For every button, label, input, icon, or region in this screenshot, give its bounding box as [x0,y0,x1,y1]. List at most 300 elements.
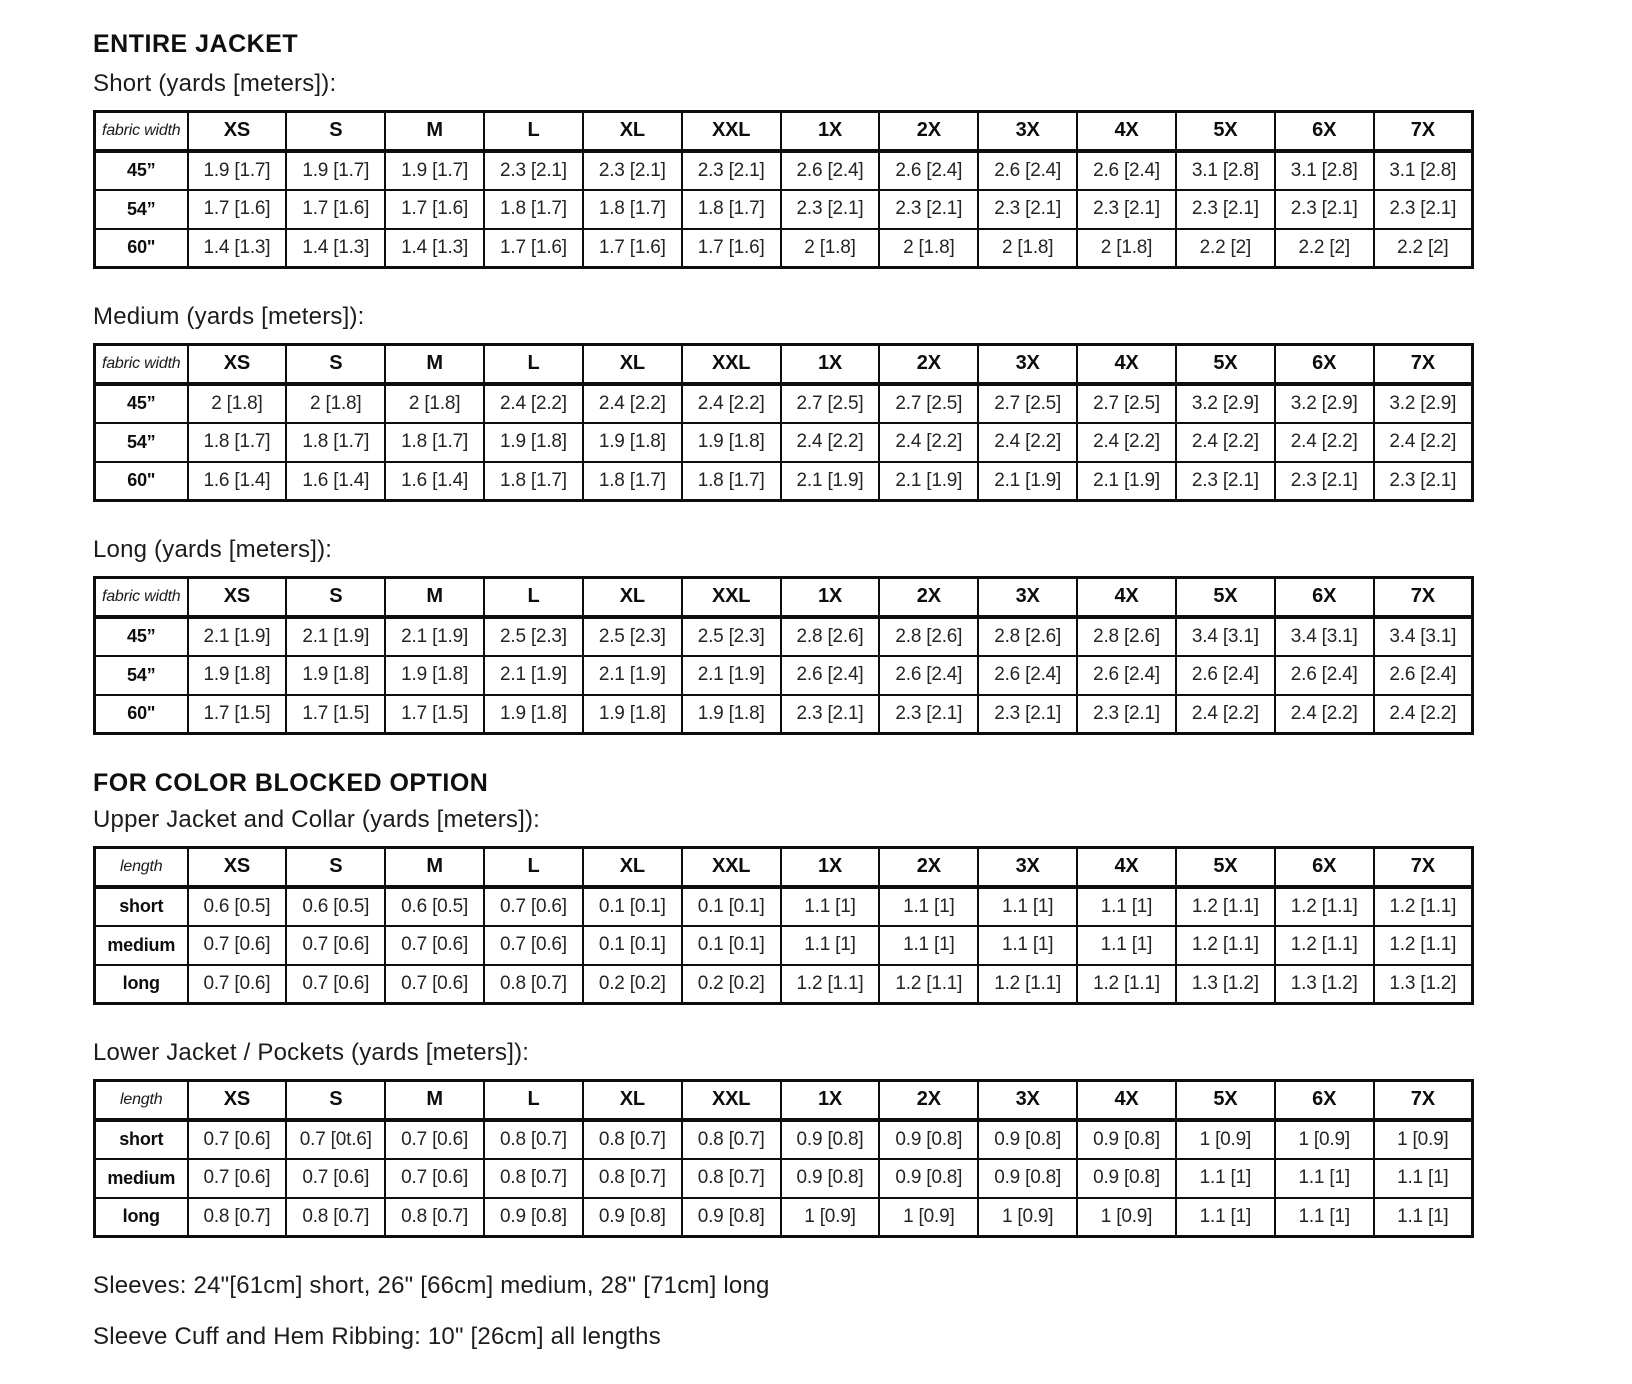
size-column-header: 5X [1176,1081,1275,1120]
table-row [95,617,1473,656]
size-column-header: 6X [1275,578,1374,617]
yardage-cell: 1.8 [1.7] [484,462,583,501]
yardage-cell: 0.9 [0.8] [978,1120,1077,1159]
row-label: 54” [95,190,188,229]
yardage-cell: 1.1 [1] [1374,1159,1473,1198]
yardage-cell: 1.9 [1.8] [682,423,781,462]
row-label: 45” [95,617,188,656]
yardage-table-lower-jacket-pockets [93,1079,1474,1238]
yardage-table-upper-jacket-collar [93,846,1474,1005]
yardage-cell: 1.8 [1.7] [286,423,385,462]
yardage-cell: 0.7 [0.6] [484,926,583,965]
yardage-cell: 2.6 [2.4] [1275,656,1374,695]
row-label: 60" [95,229,188,268]
row-label: long [95,965,188,1004]
yardage-cell: 3.4 [3.1] [1374,617,1473,656]
yardage-cell: 2.1 [1.9] [385,617,484,656]
size-column-header: S [286,848,385,887]
yardage-cell: 0.6 [0.5] [385,887,484,926]
size-column-header: XXL [682,345,781,384]
yardage-cell: 1.2 [1.1] [1176,887,1275,926]
size-column-header: M [385,578,484,617]
yardage-cell: 2.5 [2.3] [583,617,682,656]
yardage-cell: 1.2 [1.1] [1374,887,1473,926]
size-column-header: 3X [978,848,1077,887]
size-column-header: 3X [978,112,1077,151]
yardage-cell: 0.6 [0.5] [286,887,385,926]
yardage-cell: 1.2 [1.1] [1374,926,1473,965]
size-column-header: M [385,112,484,151]
yardage-cell: 2 [1.8] [978,229,1077,268]
yardage-cell: 1.7 [1.6] [188,190,287,229]
size-column-header: 1X [781,1081,880,1120]
yardage-cell: 1.9 [1.8] [484,695,583,734]
size-column-header: S [286,1081,385,1120]
size-column-header: 5X [1176,112,1275,151]
yardage-cell: 2.6 [2.4] [879,656,978,695]
yardage-cell: 0.7 [0.6] [385,1159,484,1198]
yardage-cell: 2.1 [1.9] [879,462,978,501]
yardage-cell: 0.8 [0.7] [682,1120,781,1159]
yardage-cell: 1.2 [1.1] [1176,926,1275,965]
size-column-header: 6X [1275,848,1374,887]
yardage-cell: 0.9 [0.8] [978,1159,1077,1198]
yardage-cell: 1.4 [1.3] [286,229,385,268]
yardage-cell: 1 [0.9] [1176,1120,1275,1159]
yardage-cell: 2.3 [2.1] [1374,462,1473,501]
yardage-cell: 1.8 [1.7] [385,423,484,462]
yardage-cell: 1.7 [1.6] [682,229,781,268]
yardage-cell: 0.8 [0.7] [484,1120,583,1159]
yardage-cell: 1.6 [1.4] [385,462,484,501]
yardage-cell: 0.8 [0.7] [583,1159,682,1198]
yardage-cell: 2.3 [2.1] [484,151,583,190]
yardage-cell: 1.1 [1] [879,887,978,926]
yardage-cell: 1.7 [1.5] [188,695,287,734]
yardage-cell: 1.1 [1] [1176,1198,1275,1237]
yardage-cell: 2.3 [2.1] [1176,190,1275,229]
yardage-cell: 1.9 [1.8] [583,695,682,734]
yardage-cell: 1 [0.9] [978,1198,1077,1237]
size-column-header: 5X [1176,578,1275,617]
section-title-color-blocked: FOR COLOR BLOCKED OPTION [93,769,489,797]
yardage-cell: 2.8 [2.6] [781,617,880,656]
size-column-header: M [385,1081,484,1120]
yardage-cell: 2.1 [1.9] [286,617,385,656]
size-column-header: L [484,112,583,151]
yardage-cell: 2.6 [2.4] [781,151,880,190]
table-subtitle-short: Short (yards [meters]): [93,70,337,97]
row-label: 54” [95,656,188,695]
yardage-cell: 3.4 [3.1] [1275,617,1374,656]
yardage-cell: 1.7 [1.6] [385,190,484,229]
row-label: 45” [95,151,188,190]
yardage-cell: 2.6 [2.4] [978,151,1077,190]
yardage-cell: 1.7 [1.6] [484,229,583,268]
yardage-cell: 2.1 [1.9] [484,656,583,695]
size-column-header: 2X [879,112,978,151]
yardage-cell: 2.3 [2.1] [1077,190,1176,229]
table-subtitle-medium: Medium (yards [meters]): [93,303,365,330]
yardage-cell: 1.1 [1] [781,926,880,965]
size-column-header: 3X [978,578,1077,617]
row-label: medium [95,926,188,965]
section-title-entire-jacket: ENTIRE JACKET [93,30,299,58]
size-column-header: 3X [978,1081,1077,1120]
yardage-cell: 1.1 [1] [978,887,1077,926]
size-column-header: L [484,345,583,384]
size-column-header: 4X [1077,848,1176,887]
yardage-cell: 1.8 [1.7] [583,190,682,229]
yardage-cell: 2 [1.8] [286,384,385,423]
yardage-cell: 2.4 [2.2] [682,384,781,423]
size-column-header: 2X [879,578,978,617]
size-column-header: XL [583,848,682,887]
yardage-cell: 2.4 [2.2] [1374,695,1473,734]
yardage-cell: 2.1 [1.9] [188,617,287,656]
yardage-cell: 0.7 [0.6] [286,1159,385,1198]
table-row [95,656,1473,695]
yardage-cell: 1 [0.9] [1374,1120,1473,1159]
yardage-cell: 2.6 [2.4] [879,151,978,190]
yardage-cell: 2.8 [2.6] [879,617,978,656]
yardage-cell: 0.9 [0.8] [781,1120,880,1159]
size-column-header: XS [188,578,287,617]
yardage-cell: 1.8 [1.7] [682,190,781,229]
yardage-cell: 2.3 [2.1] [781,695,880,734]
yardage-cell: 0.7 [0.6] [286,926,385,965]
yardage-cell: 2 [1.8] [385,384,484,423]
corner-label: fabric width [95,345,188,384]
yardage-cell: 0.9 [0.8] [583,1198,682,1237]
table-subtitle-lower-jacket: Lower Jacket / Pockets (yards [meters]): [93,1039,530,1066]
size-column-header: 4X [1077,1081,1176,1120]
yardage-cell: 1.9 [1.7] [188,151,287,190]
yardage-cell: 2.6 [2.4] [781,656,880,695]
row-label: 60" [95,462,188,501]
yardage-cell: 1.1 [1] [1275,1198,1374,1237]
yardage-cell: 1.2 [1.1] [1275,926,1374,965]
yardage-cell: 2.3 [2.1] [1077,695,1176,734]
yardage-cell: 1.1 [1] [1176,1159,1275,1198]
yardage-cell: 2.4 [2.2] [978,423,1077,462]
yardage-cell: 2.5 [2.3] [682,617,781,656]
yardage-cell: 2.3 [2.1] [978,695,1077,734]
corner-label: length [95,1081,188,1120]
yardage-cell: 2.3 [2.1] [1275,462,1374,501]
yardage-cell: 0.7 [0.6] [385,1120,484,1159]
size-column-header: 1X [781,848,880,887]
yardage-cell: 1.3 [1.2] [1176,965,1275,1004]
yardage-cell: 0.8 [0.7] [188,1198,287,1237]
yardage-cell: 0.7 [0.6] [188,965,287,1004]
yardage-cell: 1.1 [1] [1077,926,1176,965]
yardage-cell: 1.1 [1] [781,887,880,926]
size-column-header: 6X [1275,1081,1374,1120]
yardage-cell: 0.1 [0.1] [682,926,781,965]
yardage-cell: 1.7 [1.5] [286,695,385,734]
size-column-header: XS [188,848,287,887]
yardage-cell: 2.4 [2.2] [1176,695,1275,734]
yardage-cell: 1.7 [1.5] [385,695,484,734]
yardage-cell: 1.9 [1.8] [385,656,484,695]
yardage-cell: 2.8 [2.6] [1077,617,1176,656]
yardage-cell: 1.7 [1.6] [286,190,385,229]
yardage-cell: 2.4 [2.2] [781,423,880,462]
yardage-table-short [93,110,1474,269]
yardage-cell: 3.1 [2.8] [1176,151,1275,190]
table-row [95,190,1473,229]
yardage-cell: 1.1 [1] [1374,1198,1473,1237]
yardage-cell: 1.6 [1.4] [286,462,385,501]
yardage-cell: 0.7 [0.6] [484,887,583,926]
yardage-cell: 2.6 [2.4] [978,656,1077,695]
header-row [95,578,1473,617]
yardage-cell: 3.1 [2.8] [1374,151,1473,190]
row-label: long [95,1198,188,1237]
yardage-cell: 1.2 [1.1] [781,965,880,1004]
size-column-header: XXL [682,578,781,617]
ribbing-note: Sleeve Cuff and Hem Ribbing: 10" [26cm] all lengths [93,1323,661,1350]
yardage-cell: 1.8 [1.7] [484,190,583,229]
yardage-cell: 1.9 [1.7] [286,151,385,190]
yardage-cell: 2.4 [2.2] [1176,423,1275,462]
table-row [95,1198,1473,1237]
yardage-cell: 2.4 [2.2] [1275,695,1374,734]
row-label: 60" [95,695,188,734]
yardage-table-medium [93,343,1474,502]
yardage-cell: 1.3 [1.2] [1275,965,1374,1004]
size-column-header: S [286,345,385,384]
size-column-header: 1X [781,578,880,617]
yardage-cell: 1.8 [1.7] [682,462,781,501]
size-column-header: 6X [1275,112,1374,151]
yardage-cell: 3.2 [2.9] [1374,384,1473,423]
yardage-cell: 2.1 [1.9] [978,462,1077,501]
yardage-cell: 0.9 [0.8] [682,1198,781,1237]
yardage-cell: 3.2 [2.9] [1275,384,1374,423]
size-column-header: S [286,112,385,151]
corner-label: fabric width [95,578,188,617]
yardage-cell: 0.7 [0.6] [188,926,287,965]
yardage-cell: 2.3 [2.1] [978,190,1077,229]
yardage-cell: 2 [1.8] [781,229,880,268]
yardage-cell: 2.1 [1.9] [781,462,880,501]
yardage-cell: 0.7 [0.6] [188,1159,287,1198]
size-column-header: XXL [682,112,781,151]
corner-label: length [95,848,188,887]
yardage-cell: 2.3 [2.1] [583,151,682,190]
table-row [95,926,1473,965]
yardage-cell: 2.6 [2.4] [1374,656,1473,695]
table-row [95,965,1473,1004]
size-column-header: XXL [682,848,781,887]
size-column-header: XL [583,578,682,617]
yardage-cell: 0.8 [0.7] [484,1159,583,1198]
yardage-cell: 2.3 [2.1] [1275,190,1374,229]
row-label: 45” [95,384,188,423]
yardage-cell: 3.2 [2.9] [1176,384,1275,423]
table-row [95,1120,1473,1159]
size-column-header: 3X [978,345,1077,384]
yardage-cell: 2.3 [2.1] [1374,190,1473,229]
yardage-cell: 0.9 [0.8] [781,1159,880,1198]
yardage-cell: 2.3 [2.1] [682,151,781,190]
yardage-cell: 0.8 [0.7] [583,1120,682,1159]
yardage-cell: 0.8 [0.7] [682,1159,781,1198]
row-label: short [95,887,188,926]
yardage-cell: 1.1 [1] [1275,1159,1374,1198]
yardage-cell: 3.1 [2.8] [1275,151,1374,190]
table-row [95,423,1473,462]
yardage-cell: 3.4 [3.1] [1176,617,1275,656]
yardage-requirements-page [93,30,1572,1351]
size-column-header: XS [188,1081,287,1120]
size-column-header: 4X [1077,578,1176,617]
yardage-cell: 1.2 [1.1] [1077,965,1176,1004]
table-subtitle-long: Long (yards [meters]): [93,536,333,563]
table-row [95,151,1473,190]
yardage-cell: 0.7 [0.6] [286,965,385,1004]
yardage-cell: 0.9 [0.8] [484,1198,583,1237]
yardage-cell: 0.2 [0.2] [682,965,781,1004]
yardage-cell: 2.2 [2] [1176,229,1275,268]
yardage-cell: 1.1 [1] [879,926,978,965]
size-column-header: XL [583,112,682,151]
yardage-cell: 0.9 [0.8] [1077,1120,1176,1159]
row-label: short [95,1120,188,1159]
size-column-header: M [385,848,484,887]
yardage-cell: 0.7 [0t.6] [286,1120,385,1159]
size-column-header: 7X [1374,345,1473,384]
size-column-header: 7X [1374,112,1473,151]
yardage-cell: 2.7 [2.5] [978,384,1077,423]
footer-notes [93,1272,1572,1351]
size-column-header: 1X [781,345,880,384]
size-column-header: 7X [1374,1081,1473,1120]
size-column-header: 4X [1077,112,1176,151]
size-column-header: L [484,578,583,617]
size-column-header: 2X [879,848,978,887]
yardage-cell: 1.1 [1] [1077,887,1176,926]
size-column-header: L [484,1081,583,1120]
yardage-cell: 2.3 [2.1] [879,190,978,229]
size-column-header: S [286,578,385,617]
yardage-cell: 2.4 [2.2] [1374,423,1473,462]
yardage-cell: 1.2 [1.1] [978,965,1077,1004]
yardage-cell: 0.1 [0.1] [583,887,682,926]
size-column-header: XL [583,1081,682,1120]
yardage-cell: 0.1 [0.1] [682,887,781,926]
yardage-cell: 1.4 [1.3] [385,229,484,268]
table-row [95,462,1473,501]
yardage-cell: 2.2 [2] [1275,229,1374,268]
header-row [95,345,1473,384]
yardage-cell: 1.9 [1.8] [286,656,385,695]
table-row [95,695,1473,734]
size-column-header: 4X [1077,345,1176,384]
yardage-cell: 2 [1.8] [879,229,978,268]
size-column-header: 7X [1374,848,1473,887]
yardage-cell: 0.1 [0.1] [583,926,682,965]
size-column-header: 5X [1176,848,1275,887]
yardage-cell: 2.4 [2.2] [484,384,583,423]
size-column-header: XXL [682,1081,781,1120]
yardage-cell: 0.8 [0.7] [385,1198,484,1237]
yardage-cell: 1.3 [1.2] [1374,965,1473,1004]
yardage-cell: 2.6 [2.4] [1077,151,1176,190]
yardage-cell: 2.1 [1.9] [1077,462,1176,501]
header-row [95,112,1473,151]
yardage-cell: 1 [0.9] [781,1198,880,1237]
size-column-header: 6X [1275,345,1374,384]
size-column-header: XS [188,112,287,151]
yardage-cell: 2 [1.8] [188,384,287,423]
yardage-cell: 0.6 [0.5] [188,887,287,926]
yardage-cell: 2.5 [2.3] [484,617,583,656]
yardage-cell: 0.9 [0.8] [1077,1159,1176,1198]
yardage-cell: 2.4 [2.2] [1275,423,1374,462]
yardage-cell: 1 [0.9] [1077,1198,1176,1237]
size-column-header: XS [188,345,287,384]
yardage-cell: 1.2 [1.1] [1275,887,1374,926]
yardage-cell: 1.2 [1.1] [879,965,978,1004]
yardage-cell: 2.4 [2.2] [879,423,978,462]
yardage-cell: 1.9 [1.8] [682,695,781,734]
yardage-cell: 2.8 [2.6] [978,617,1077,656]
size-column-header: 2X [879,1081,978,1120]
yardage-cell: 2.4 [2.2] [583,384,682,423]
yardage-cell: 1.9 [1.8] [583,423,682,462]
corner-label: fabric width [95,112,188,151]
table-row [95,229,1473,268]
yardage-cell: 2.1 [1.9] [682,656,781,695]
table-row [95,887,1473,926]
yardage-cell: 2.1 [1.9] [583,656,682,695]
yardage-cell: 0.8 [0.7] [286,1198,385,1237]
yardage-cell: 1.7 [1.6] [583,229,682,268]
header-row [95,1081,1473,1120]
size-column-header: XL [583,345,682,384]
yardage-cell: 1 [0.9] [879,1198,978,1237]
yardage-cell: 0.2 [0.2] [583,965,682,1004]
yardage-cell: 2.4 [2.2] [1077,423,1176,462]
table-row [95,1159,1473,1198]
size-column-header: 5X [1176,345,1275,384]
size-column-header: L [484,848,583,887]
yardage-cell: 0.9 [0.8] [879,1120,978,1159]
yardage-cell: 2.7 [2.5] [1077,384,1176,423]
yardage-cell: 2.7 [2.5] [879,384,978,423]
size-column-header: M [385,345,484,384]
yardage-cell: 2.2 [2] [1374,229,1473,268]
yardage-cell: 2 [1.8] [1077,229,1176,268]
yardage-cell: 0.7 [0.6] [188,1120,287,1159]
yardage-cell: 1.8 [1.7] [188,423,287,462]
yardage-cell: 1.1 [1] [978,926,1077,965]
yardage-cell: 1.8 [1.7] [583,462,682,501]
yardage-cell: 1.6 [1.4] [188,462,287,501]
row-label: medium [95,1159,188,1198]
yardage-cell: 2.3 [2.1] [879,695,978,734]
yardage-cell: 2.3 [2.1] [781,190,880,229]
table-row [95,384,1473,423]
table-subtitle-upper-jacket: Upper Jacket and Collar (yards [meters]): [93,806,541,833]
size-column-header: 7X [1374,578,1473,617]
yardage-cell: 1 [0.9] [1275,1120,1374,1159]
yardage-cell: 2.6 [2.4] [1077,656,1176,695]
size-column-header: 1X [781,112,880,151]
